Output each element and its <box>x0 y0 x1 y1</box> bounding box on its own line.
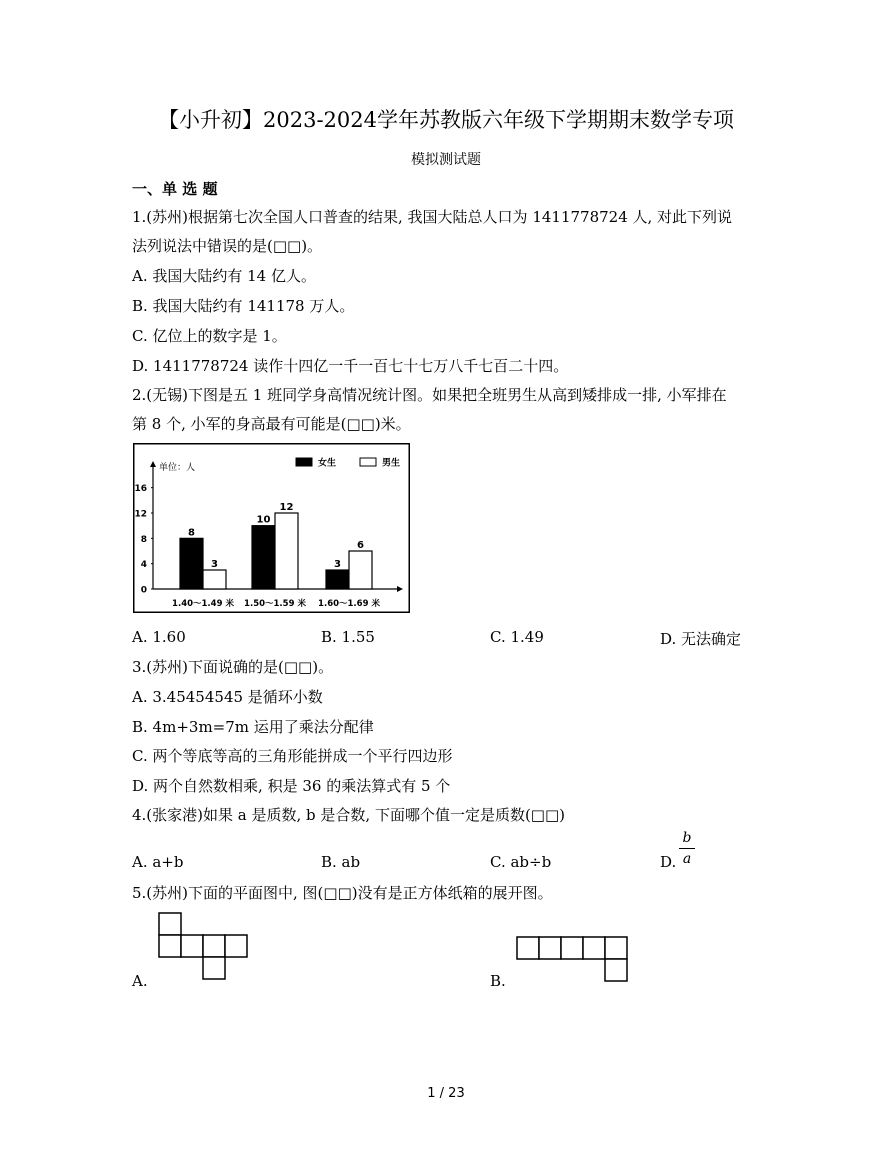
section-heading: 一、单 选 题 <box>132 180 218 198</box>
q4-option-d-fraction <box>679 830 695 867</box>
q2-option-b: B. 1.55 <box>321 628 375 646</box>
bar-value-label: 10 <box>256 514 271 526</box>
y-tick-label: 8 <box>140 534 147 545</box>
bar-boys-3 <box>349 551 372 589</box>
fraction-denominator: a <box>682 851 692 867</box>
q2-option-c: C. 1.49 <box>490 628 544 646</box>
bar-value-label: 6 <box>357 540 364 551</box>
document-subtitle: 模拟测试题 <box>411 152 481 168</box>
q5-stem: 5.(苏州)下面的平面图中, 图(□□)没有是正方体纸箱的展开图。 <box>132 884 553 902</box>
bar-girls-1 <box>180 538 203 589</box>
q3-option-a: A. 3.45454545 是循环小数 <box>132 688 323 706</box>
fraction-bar <box>679 848 695 849</box>
chart-unit-label: 单位：人 <box>159 463 196 473</box>
q4-option-b: B. ab <box>321 853 361 871</box>
bar-value-label: 8 <box>188 527 195 539</box>
bar-value-label: 3 <box>334 559 341 570</box>
legend-swatch-boys <box>360 458 376 466</box>
q5-option-a-label: A. <box>132 972 148 990</box>
legend-label-boys: 男生 <box>382 458 401 469</box>
bar-value-label: 12 <box>279 502 294 513</box>
bar-girls-3 <box>326 570 349 589</box>
bar-boys-2 <box>275 513 298 589</box>
x-category-label: 1.40～1.49 米 <box>172 599 234 609</box>
q2-stem-line2: 第 8 个, 小军的身高最有可能是(□□)米。 <box>132 415 411 433</box>
page-number: 1 / 23 <box>427 1086 465 1101</box>
q4-stem: 4.(张家港)如果 a 是质数, b 是合数, 下面哪个值一定是质数(□□) <box>132 806 565 824</box>
x-category-label: 1.50～1.59 米 <box>244 599 306 609</box>
x-category-label: 1.60～1.69 米 <box>318 599 380 609</box>
q3-stem: 3.(苏州)下面说确的是(□□)。 <box>132 658 334 676</box>
q5-option-b-label: B. <box>490 972 506 990</box>
q4-option-a: A. a+b <box>132 853 184 871</box>
q1-stem-line1: 1.(苏州)根据第七次全国人口普查的结果, 我国大陆总人口为 1411778724 人, 对此下列说 <box>132 208 733 226</box>
q1-option-c: C. 亿位上的数字是 1。 <box>132 327 287 345</box>
bar-boys-1 <box>203 570 226 589</box>
y-tick-label: 16 <box>134 484 147 495</box>
q1-option-b: B. 我国大陆约有 141178 万人。 <box>132 297 355 315</box>
q1-stem-line2: 法列说法中错误的是(□□)。 <box>132 237 323 255</box>
y-tick-label: 12 <box>134 509 147 520</box>
q4-option-d: D. <box>660 853 677 871</box>
bar-value-label: 3 <box>211 559 218 570</box>
document-title: 【小升初】2023-2024学年苏教版六年级下学期期末数学专项 <box>158 108 734 132</box>
q4-option-c: C. ab÷b <box>490 853 552 871</box>
q3-option-b: B. 4m+3m=7m 运用了乘法分配律 <box>132 718 374 736</box>
q2-option-a: A. 1.60 <box>132 628 186 646</box>
y-tick-label: 4 <box>140 560 147 571</box>
height-bar-chart <box>133 443 410 613</box>
q1-option-a: A. 我国大陆约有 14 亿人。 <box>132 267 316 285</box>
fraction-numerator: b <box>682 830 692 846</box>
q3-option-c: C. 两个等底等高的三角形能拼成一个平行四边形 <box>132 747 453 765</box>
y-tick-label: 0 <box>140 585 147 596</box>
legend-swatch-girls <box>296 458 312 466</box>
legend-label-girls: 女生 <box>318 458 337 469</box>
q1-option-d: D. 1411778724 读作十四亿一千一百七十七万八千七百二十四。 <box>132 357 569 375</box>
cube-net-b <box>516 936 630 982</box>
q3-option-d: D. 两个自然数相乘, 积是 36 的乘法算式有 5 个 <box>132 777 451 795</box>
q2-option-d: D. 无法确定 <box>660 630 742 648</box>
cube-net-a <box>158 912 250 980</box>
bar-girls-2 <box>252 526 275 589</box>
q2-stem-line1: 2.(无锡)下图是五 1 班同学身高情况统计图。如果把全班男生从高到矮排成一排, 小军排在 <box>132 386 727 404</box>
